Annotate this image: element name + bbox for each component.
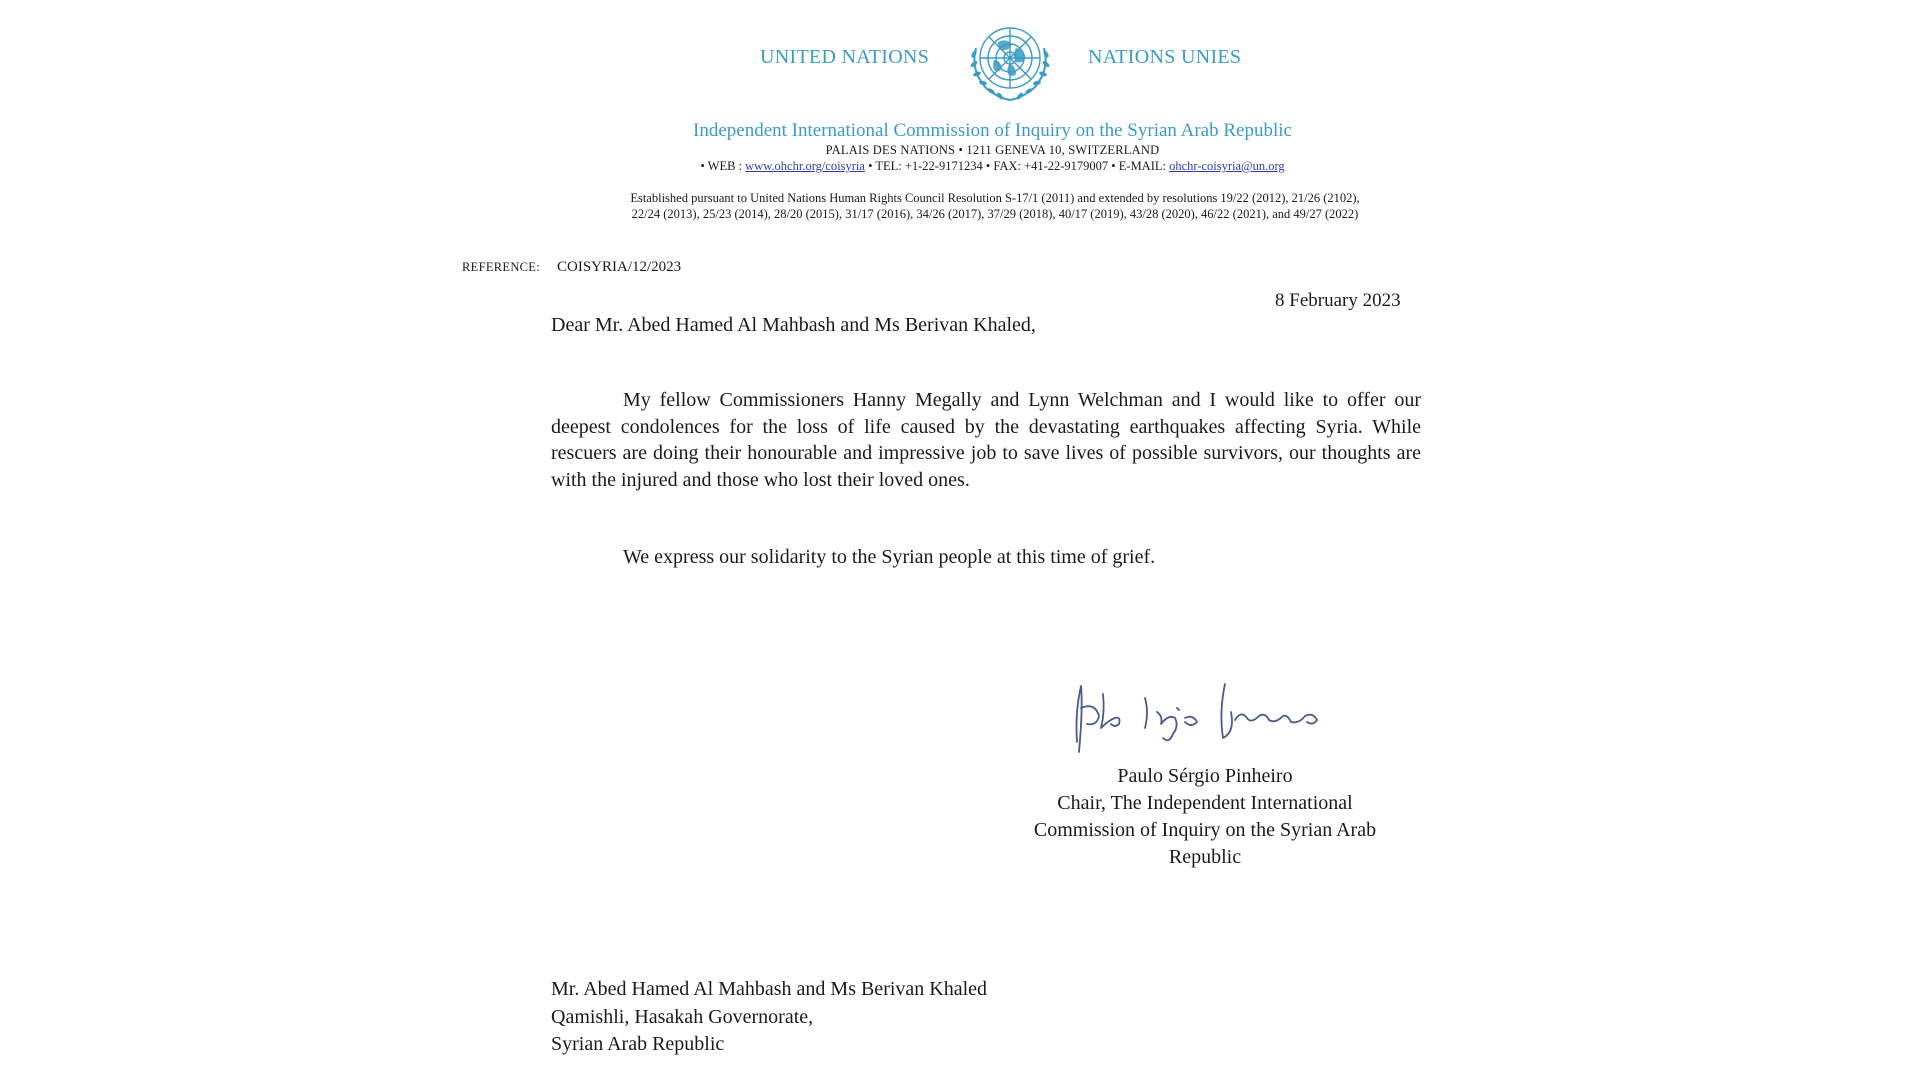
addressee-city: Qamishli, Hasakah Governorate, — [551, 1005, 814, 1028]
signer-title-line-1: Chair, The Independent International — [1057, 792, 1353, 814]
contact-line — [0, 159, 1920, 174]
org-name-english: UNITED NATIONS — [760, 46, 930, 68]
addressee-block — [551, 976, 987, 1059]
website-link[interactable]: www.ohchr.org/coisyria — [745, 159, 865, 173]
org-name-french: NATIONS UNIES — [1088, 46, 1242, 68]
addressee-country: Syrian Arab Republic — [551, 1033, 725, 1055]
signer-title-line-3: Republic — [1168, 846, 1242, 868]
handwritten-signature-icon — [1065, 672, 1335, 762]
letter-date: 8 February 2023 — [1275, 290, 1401, 311]
email-link[interactable]: ohchr-coisyria@un.org — [1169, 159, 1285, 173]
reference-label: REFERENCE: — [462, 260, 541, 274]
web-label: • WEB : — [700, 159, 746, 173]
body-paragraph-2: We express our solidarity to the Syrian people at this time of grief. — [623, 546, 1156, 568]
postal-address: PALAIS DES NATIONS • 1211 GENEVA 10, SWITZERLAND — [825, 143, 1160, 157]
mandate-line-2: 22/24 (2013), 25/23 (2014), 28/20 (2015), 31/17 (2016), 34/26 (2017), 37/29 (2018), 40/17 (2019), 43/28 (2020), 46/22 (2021), and 49/27 (2022) — [631, 207, 1359, 221]
reference-value: COISYRIA/12/2023 — [557, 259, 682, 275]
commission-name: Independent International Commission of Inquiry on the Syrian Arab Republic — [693, 120, 1292, 141]
addressee-names: Mr. Abed Hamed Al Mahbash and Ms Berivan Khaled — [551, 978, 988, 1000]
un-emblem-icon — [960, 18, 1060, 104]
signer-name: Paulo Sérgio Pinheiro — [1117, 765, 1293, 787]
signer-block — [1002, 763, 1408, 871]
salutation: Dear Mr. Abed Hamed Al Mahbash and Ms Berivan Khaled, — [551, 314, 1036, 336]
mandate-statement — [560, 190, 1430, 222]
tel-fax-text: • TEL: +1-22-9171234 • FAX: +41-22-9179007 • E-MAIL: — [864, 159, 1170, 173]
mandate-line-1: Established pursuant to United Nations Human Rights Council Resolution S-17/1 (2011) and extended by resolutions 19/22 (2012), 21/26 (2102), — [630, 191, 1360, 205]
signer-title-line-2: Commission of Inquiry on the Syrian Arab — [1033, 819, 1377, 841]
body-paragraph-1: My fellow Commissioners Hanny Megally and Lynn Welchman and I would like to offer our deepest condolences for the loss of life caused by the devastating earthquakes affecting Syria. While rescuers are doing their honourable and impressive job to save lives of possible survivors, our thoughts are with the injured and those who lost their loved ones. — [551, 389, 1421, 491]
